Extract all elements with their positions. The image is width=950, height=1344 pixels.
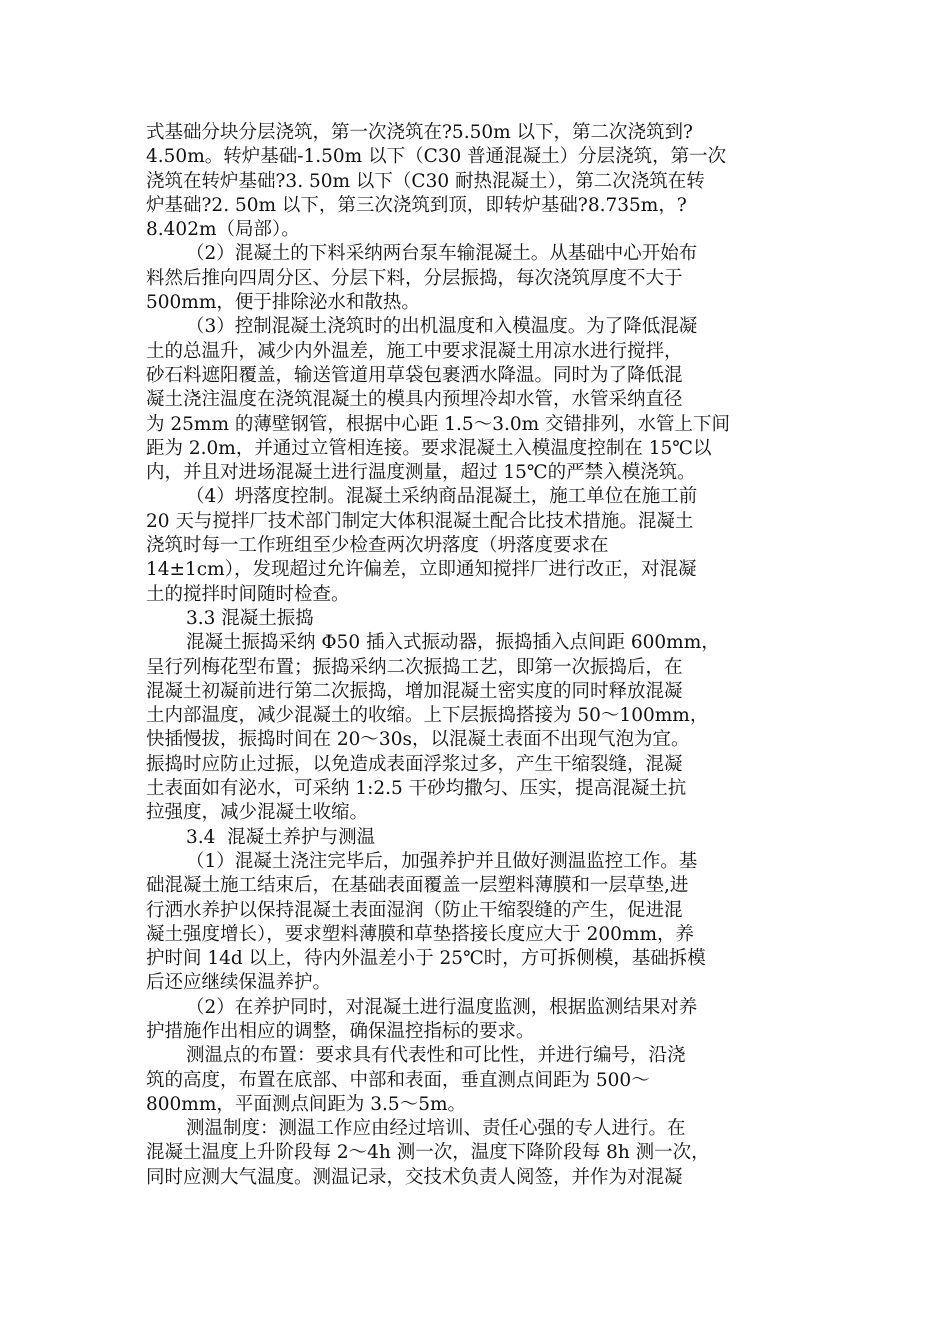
text-line: 8.402m（局部）。: [146, 219, 300, 241]
text-line: 4.50m。转炉基础-1.50m 以下（C30 普通混凝土）分层浇筑，第一次: [146, 146, 727, 168]
text-line: 混凝土振捣采纳 Φ50 插入式振动器，振捣插入点间距 600mm，: [186, 632, 720, 654]
text-line: 凝土浇注温度在浇筑混凝土的模具内预埋冷却水管，水管采纳直径: [146, 389, 683, 411]
text-line: 凝土强度增长），要求塑料薄膜和草垫搭接长度应大于 200mm，养: [146, 923, 695, 945]
text-line: （3）控制混凝土浇筑时的出机温度和入模温度。为了降低混凝: [186, 316, 698, 338]
text-line: （1）混凝土浇注完毕后，加强养护并且做好测温监控工作。基: [186, 850, 698, 872]
text-line: 3.4 混凝土养护与测温: [186, 826, 376, 848]
text-line: （2）混凝土的下料采纳两台泵车输混凝土。从基础中心开始布: [186, 243, 698, 265]
text-line: 护措施作出相应的调整，确保温控指标的要求。: [146, 1020, 535, 1042]
text-line: 行洒水养护以保持混凝土表面湿润（防止干缩裂缝的产生，促进混: [146, 899, 683, 921]
text-line: 内，并且对进场混凝土进行温度测量，超过 15℃的严禁入模浇筑。: [146, 462, 696, 484]
text-line: 测温点的布置：要求具有代表性和可比性，并进行编号，沿浇: [186, 1045, 686, 1067]
text-line: 混凝土温度上升阶段每 2～4h 测一次，温度下降阶段每 8h 测一次，: [146, 1142, 710, 1164]
text-line: 3.3 混凝土振捣: [186, 607, 314, 629]
text-line: 混凝土初凝前进行第二次振捣，增加混凝土密实度的同时释放混凝: [146, 680, 683, 702]
text-line: 土内部温度，减少混凝土的收缩。上下层振捣搭接为 50～100mm，: [146, 705, 709, 727]
text-line: 800mm，平面测点间距为 3.5～5m。: [146, 1093, 467, 1115]
text-line: （2）在养护同时，对混凝土进行温度监测，根据监测结果对养: [186, 996, 698, 1018]
text-line: 为 25mm 的薄壁钢管，根据中心距 1.5～3.0m 交错排列，水管上下间: [146, 413, 731, 435]
text-line: 20 天与搅拌厂技术部门制定大体积混凝土配合比技术措施。混凝土: [146, 510, 694, 532]
text-line: 土表面如有泌水，可采纳 1:2.5 干砂均撒匀、压实，提高混凝土抗: [146, 778, 687, 800]
text-line: 浇筑在转炉基础?3. 50m 以下（C30 耐热混凝土），第二次浇筑在转: [146, 170, 705, 192]
text-line: 快插慢拔，振捣时间在 20～30s，以混凝土表面不出现气泡为宜。: [146, 729, 690, 751]
text-line: 砂石料遮阳覆盖，输送管道用草袋包裹洒水降温。同时为了降低混: [146, 364, 683, 386]
document-body: [146, 121, 806, 1190]
text-line: 振捣时应防止过振，以免造成表面浮浆过多，产生干缩裂缝，混凝: [146, 753, 683, 775]
text-line: 拉强度，减少混凝土收缩。: [146, 802, 369, 824]
text-line: 浇筑时每一工作班组至少检查两次坍落度（坍落度要求在: [146, 535, 609, 557]
text-line: 呈行列梅花型布置；振捣采纳二次振捣工艺，即第一次振捣后，在: [146, 656, 683, 678]
text-line: 土的搅拌时间随时检查。: [146, 583, 350, 605]
text-line: 炉基础?2. 50m 以下，第三次浇筑到顶，即转炉基础?8.735m，?: [146, 194, 687, 216]
text-line: （4）坍落度控制。混凝土采纳商品混凝土，施工单位在施工前: [186, 486, 698, 508]
text-line: 距为 2.0m，并通过立管相连接。要求混凝土入模温度控制在 15℃以: [146, 437, 712, 459]
text-line: 式基础分块分层浇筑，第一次浇筑在?5.50m 以下，第二次浇筑到?: [146, 122, 693, 143]
text-line: 础混凝土施工结束后，在基础表面覆盖一层塑料薄膜和一层草垫,进: [146, 875, 689, 897]
text-line: 护时间 14d 以上，待内外温差小于 25℃时，方可拆侧模，基础拆模: [146, 948, 706, 970]
text-line: 同时应测大气温度。测温记录，交技术负责人阅签，并作为对混凝: [146, 1166, 683, 1188]
text-line: 土的总温升，减少内外温差，施工中要求混凝土用凉水进行搅拌，: [146, 340, 683, 362]
text-line: 500mm，便于排除泌水和散热。: [146, 292, 420, 314]
text-line: 料然后推向四周分区、分层下料，分层振捣，每次浇筑厚度不大于: [146, 267, 683, 289]
text-line: 14±1cm），发现超过允许偏差，立即通知搅拌厂进行改正，对混凝: [146, 559, 697, 581]
text-line: 测温制度：测温工作应由经过培训、责任心强的专人进行。在: [186, 1118, 686, 1140]
text-line: 后还应继续保温养护。: [146, 972, 332, 994]
text-line: 筑的高度，布置在底部、中部和表面，垂直测点间距为 500～: [146, 1069, 650, 1091]
